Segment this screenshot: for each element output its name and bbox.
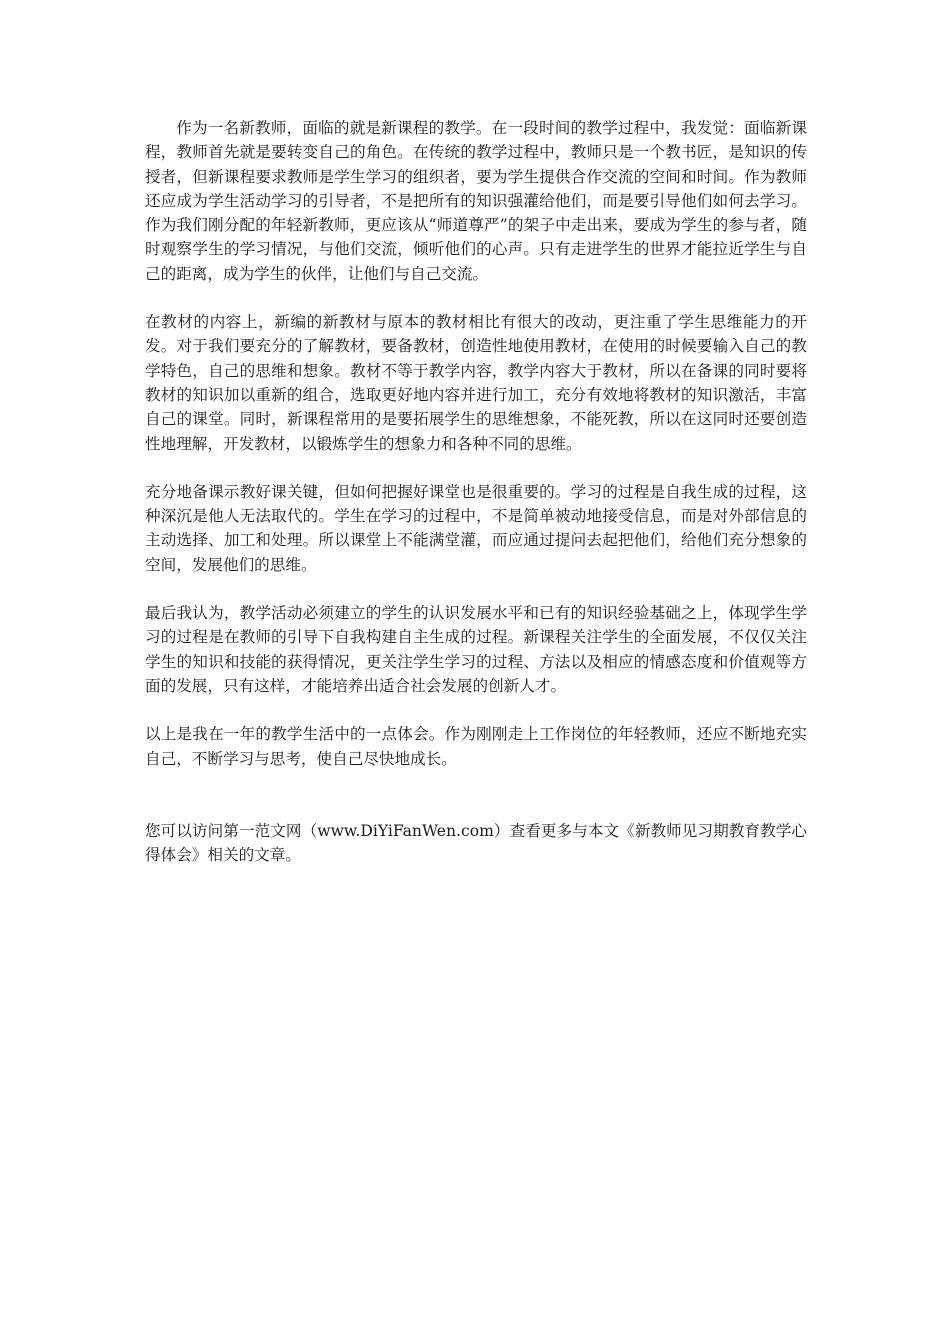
paragraph-5: 以上是我在一年的教学生活中的一点体会。作为刚刚走上工作岗位的年轻教师，还应不断地充实自己，不断学习与思考，使自己尽快地成长。: [145, 725, 807, 768]
paragraph-2: 在教材的内容上，新编的新教材与原本的教材相比有很大的改动，更注重了学生思维能力的开发。对于我们要充分的了解教材，要备教材，创造性地使用教材，在使用的时候要输入自己的教学特色，自己的思维和想象。教材不等于教学内容，教学内容大于教材，所以在备课的同时要将教材的知识加以重新的组合，选取更好地内容并进行加工，充分有效地将教材的知识激活，丰富自己的课堂。同时，新课程常用的是要拓展学生的思维想象，不能死教，所以在这同时还要创造性地理解，开发教材，以锻炼学生的想象力和各种不同的思维。: [145, 313, 807, 453]
paragraph-3: 充分地备课示教好课关键，但如何把握好课堂也是很重要的。学习的过程是自我生成的过程，这种深沉是他人无法取代的。学生在学习的过程中，不是简单被动地接受信息，而是对外部信息的主动选择、加工和处理。所以课堂上不能满堂灌，而应通过提问去起把他们，给他们充分想象的空间，发展他们的思维。: [145, 482, 807, 574]
paragraph-1: 作为一名新教师，面临的就是新课程的教学。在一段时间的教学过程中，我发觉：面临新课程，教师首先就是要转变自己的角色。在传统的教学过程中，教师只是一个教书匠，是知识的传授者，但新课程要求教师是学生学习的组织者，要为学生提供合作交流的空间和时间。作为教师还应成为学生活动学习的引导者，不是把所有的知识强灌给他们，而是要引导他们如何去学习。作为我们刚分配的年轻新教师，更应该从“师道尊严”的架子中走出来，要成为学生的参与者，随时观察学生的学习情况，与他们交流，倾听他们的心声。只有走进学生的世界才能拉近学生与自己的距离，成为学生的伙伴，让他们与自己交流。: [145, 119, 807, 283]
document-body: [145, 116, 807, 891]
footer-note: 您可以访问第一范文网（www.DiYiFanWen.com）查看更多与本文《新教师见习期教育教学心得体会》相关的文章。: [145, 821, 807, 865]
paragraph-4: 最后我认为，教学活动必须建立的学生的认识发展水平和已有的知识经验基础之上，体现学生学习的过程是在教师的引导下自我构建自主生成的过程。新课程关注学生的全面发展，不仅仅关注学生的知识和技能的获得情况，更关注学生学习的过程、方法以及相应的情感态度和价值观等方面的发展，只有这样，才能培养出适合社会发展的创新人才。: [145, 604, 807, 695]
